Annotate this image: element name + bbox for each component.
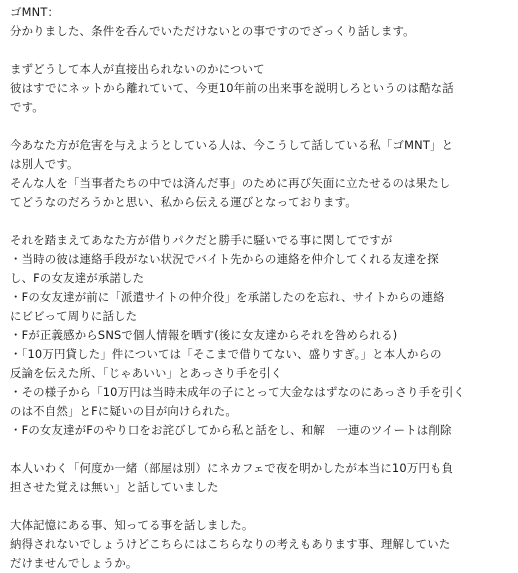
text-line: 担させた覚えは無い」と話していました [10,480,219,494]
text-line: 今あなた方が危害を与えようとしている人は、今こうして話している私「ゴMNT」と [10,138,454,152]
text-line: それを踏まえてあなた方が借りパクだと勝手に騒いでる事に関してですが [10,233,393,247]
text-line: そんな人を「当事者たちの中では済んだ事」のために再び矢面に立たせるのは果たし [10,176,451,190]
text-line: です。 [10,100,44,114]
paragraph-why-not-direct [10,60,508,117]
text-line: だけませんでしょうか。 [10,556,138,570]
text-line: 彼はすでにネットから離れていて、今更10年前の出来事を説明しろというのは酷な話 [10,81,454,95]
text-line: ゴMNT： [10,5,60,19]
text-line: は別人です。 [10,157,79,171]
paragraph-different-person [10,136,508,212]
text-line: ・Fが正義感からSNSで個人情報を晒す(後に女友達からそれを咎められる) [10,328,398,342]
text-line: ・Fの女友達が前に「派遣サイトの仲介役」を承諾したのを忘れ、サイトからの連絡 [10,290,445,304]
paragraph-events-list [10,231,508,440]
text-line: 本人いわく「何度か一緒（部屋は別）にネカフェで夜を明かしたが本当に10万円も負 [10,461,454,475]
text-line: にビビって周りに話した [10,309,138,323]
paragraph-claim [10,459,508,497]
text-line: のは不自然」とFに疑いの目が向けられた。 [10,404,237,418]
text-line: ・その様子から「10万円は当時未成年の子にとって大金なはずなのにあっさり手を引く [10,385,465,399]
text-line: 納得されないでしょうけどこちらにはこちらなりの考えもあります事、理解していた [10,537,451,551]
text-line: ・「10万円貸した」件については「そこまで借りてない、盛りすぎ。」と本人からの [10,347,442,361]
text-line: 反論を伝えた所、「じゃあいい」とあっさり手を引く [10,366,283,380]
text-line: し、Fの女友達が承諾した [10,271,145,285]
text-line: ・Fの女友達がFのやり口をお詫びしてから私と話をし、和解 一連のツイートは削除 [10,423,452,437]
text-line: 大体記憶にある事、知ってる事を話しました。 [10,518,254,532]
text-line: てどうなのだろうかと思い、私から伝える運びとなっております。 [10,195,357,209]
text-line: ・当時の彼は連絡手段がない状況でバイト先からの連絡を仲介してくれる友達を探 [10,252,439,266]
text-line: まずどうして本人が直接出られないのかについて [10,62,265,76]
text-line: 分かりました、条件を呑んでいただけないとの事ですのでざっくり話します。 [10,24,415,38]
paragraph-closing [10,516,508,573]
paragraph-greeting [10,3,508,41]
